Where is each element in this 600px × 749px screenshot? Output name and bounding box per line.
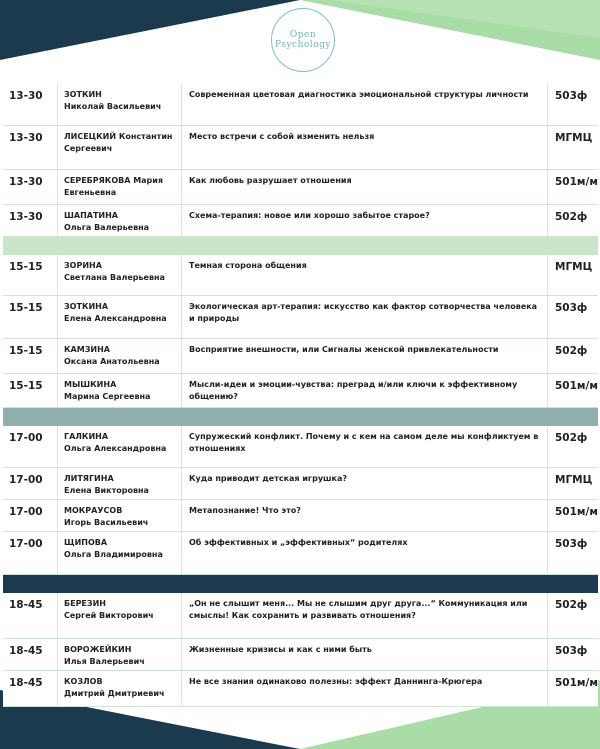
speaker-surname: ЗОТКИН [64, 90, 102, 99]
table-row [3, 593, 598, 639]
speaker-given-name: Ольга Владимировна [64, 549, 163, 559]
topic-cell: Метапознание! Что это? [181, 500, 547, 531]
table-row [3, 426, 598, 468]
table-row [3, 84, 598, 126]
speaker-surname: ЛИТЯГИНА [64, 474, 114, 483]
table-row [3, 671, 598, 707]
speaker-surname: ШАПАТИНА [64, 211, 118, 220]
speaker-given-name: Марина Сергеевна [64, 391, 151, 401]
time-cell: 17-00 [9, 432, 43, 444]
speaker-cell [57, 126, 181, 169]
speaker-surname: ГАЛКИНА [64, 432, 109, 441]
speaker-cell [57, 639, 181, 670]
logo-line-2: Psychology [275, 40, 331, 50]
speaker-cell [57, 426, 181, 467]
topic-cell: Об эффективных и „эффективных“ родителях [181, 532, 547, 574]
topic-cell: Темная сторона общения [181, 255, 547, 295]
speaker-cell [57, 255, 181, 295]
time-cell: 15-15 [9, 380, 43, 392]
speaker-cell [57, 671, 181, 706]
speaker-surname: ЛИСЕЦКИЙ Константин [64, 132, 173, 141]
time-cell: 15-15 [9, 261, 43, 273]
speaker-given-name: Елена Александровна [64, 313, 167, 323]
table-row [3, 170, 598, 205]
room-cell: 503ф [547, 532, 598, 574]
speaker-surname: КОЗЛОВ [64, 677, 103, 686]
schedule-table [3, 84, 598, 707]
table-row [3, 205, 598, 237]
speaker-cell [57, 593, 181, 638]
topic-cell: Куда приводит детская игрушка? [181, 468, 547, 499]
speaker-given-name: Оксана Анатольевна [64, 356, 160, 366]
logo-line-1: Open [289, 30, 317, 40]
time-cell: 13-30 [9, 132, 43, 144]
room-cell: 502ф [547, 426, 598, 467]
speaker-given-name: Игорь Васильевич [64, 517, 149, 527]
speaker-cell [57, 500, 181, 531]
time-cell: 18-45 [9, 677, 43, 689]
speaker-cell [57, 532, 181, 574]
speaker-given-name: Дмитрий Дмитриевич [64, 688, 165, 698]
time-cell: 13-30 [9, 211, 43, 223]
topic-cell: „Он не слышит меня... Мы не слышим друг друга...“ Коммуникация или смыслы! Как сохранить и развивать отношения? [181, 593, 547, 638]
topic-cell: Место встречи с собой изменить нельзя [181, 126, 547, 169]
room-cell: 502ф [547, 205, 598, 236]
topic-cell: Жизненные кризисы и как с ними быть [181, 639, 547, 670]
topic-cell: Как любовь разрушает отношения [181, 170, 547, 204]
speaker-cell [57, 205, 181, 236]
time-cell: 13-30 [9, 176, 43, 188]
table-row [3, 339, 598, 374]
table-row [3, 639, 598, 671]
room-cell: 501м/м [547, 374, 598, 407]
table-row [3, 374, 598, 408]
room-cell: 503ф [547, 639, 598, 670]
speaker-surname: МОКРАУСОВ [64, 506, 123, 515]
time-cell: 18-45 [9, 645, 43, 657]
speaker-given-name: Сергей Викторович [64, 610, 154, 620]
topic-cell: Современная цветовая диагностика эмоциональной структуры личности [181, 84, 547, 125]
topic-cell: Не все знания одинаково полезны: эффект Даннинга-Крюгера [181, 671, 547, 706]
room-cell: 501м/м [547, 500, 598, 531]
topic-cell: Экологическая арт-терапия: искусство как фактор сотворчества человека и природы [181, 296, 547, 338]
room-cell: 502ф [547, 593, 598, 638]
section-divider [3, 237, 598, 255]
time-cell: 15-15 [9, 345, 43, 357]
speaker-surname: БЕРЕЗИН [64, 599, 106, 608]
speaker-given-name: Николай Васильевич [64, 101, 162, 111]
room-cell: 503ф [547, 84, 598, 125]
table-row [3, 126, 598, 170]
topic-cell: Восприятие внешности, или Сигналы женской привлекательности [181, 339, 547, 373]
open-psychology-logo [264, 8, 344, 78]
topic-cell: Супружеский конфликт. Почему и с кем на самом деле мы конфликтуем в отношениях [181, 426, 547, 467]
room-cell: 501м/м [547, 170, 598, 204]
table-row [3, 296, 598, 339]
room-cell: МГМЦ [547, 255, 598, 295]
speaker-surname: ЩИПОВА [64, 538, 108, 547]
room-cell: 502ф [547, 339, 598, 373]
speaker-given-name: Светлана Валерьевна [64, 272, 165, 282]
section-divider [3, 408, 598, 426]
speaker-cell [57, 468, 181, 499]
speaker-given-name: Елена Викторовна [64, 485, 149, 495]
speaker-cell [57, 296, 181, 338]
speaker-given-name: Сергеевич [64, 143, 113, 153]
speaker-surname: КАМЗИНА [64, 345, 110, 354]
room-cell: 501м/м [547, 671, 598, 706]
room-cell: МГМЦ [547, 468, 598, 499]
speaker-cell [57, 339, 181, 373]
table-row [3, 500, 598, 532]
table-row [3, 532, 598, 575]
time-cell: 13-30 [9, 90, 43, 102]
table-row [3, 468, 598, 500]
speaker-cell [57, 84, 181, 125]
topic-cell: Мысли-идеи и эмоции-чувства: преград и/или ключи к эффективному общению? [181, 374, 547, 407]
speaker-surname: СЕРЕБРЯКОВА Мария [64, 176, 164, 185]
speaker-surname: ЗОТКИНА [64, 302, 109, 311]
time-cell: 18-45 [9, 599, 43, 611]
table-row [3, 255, 598, 296]
time-cell: 17-00 [9, 506, 43, 518]
time-cell: 17-00 [9, 538, 43, 550]
speaker-given-name: Ольга Александровна [64, 443, 167, 453]
speaker-given-name: Евгеньевна [64, 187, 117, 197]
time-cell: 17-00 [9, 474, 43, 486]
speaker-cell [57, 374, 181, 407]
time-cell: 15-15 [9, 302, 43, 314]
room-cell: 503ф [547, 296, 598, 338]
speaker-cell [57, 170, 181, 204]
speaker-surname: ЗОРИНА [64, 261, 102, 270]
speaker-given-name: Ольга Валерьевна [64, 222, 150, 232]
topic-cell: Схема-терапия: новое или хорошо забытое старое? [181, 205, 547, 236]
section-divider [3, 575, 598, 593]
room-cell: МГМЦ [547, 126, 598, 169]
speaker-given-name: Илья Валерьевич [64, 656, 145, 666]
speaker-surname: МЫШКИНА [64, 380, 117, 389]
speaker-surname: ВОРОЖЕЙКИН [64, 645, 132, 654]
